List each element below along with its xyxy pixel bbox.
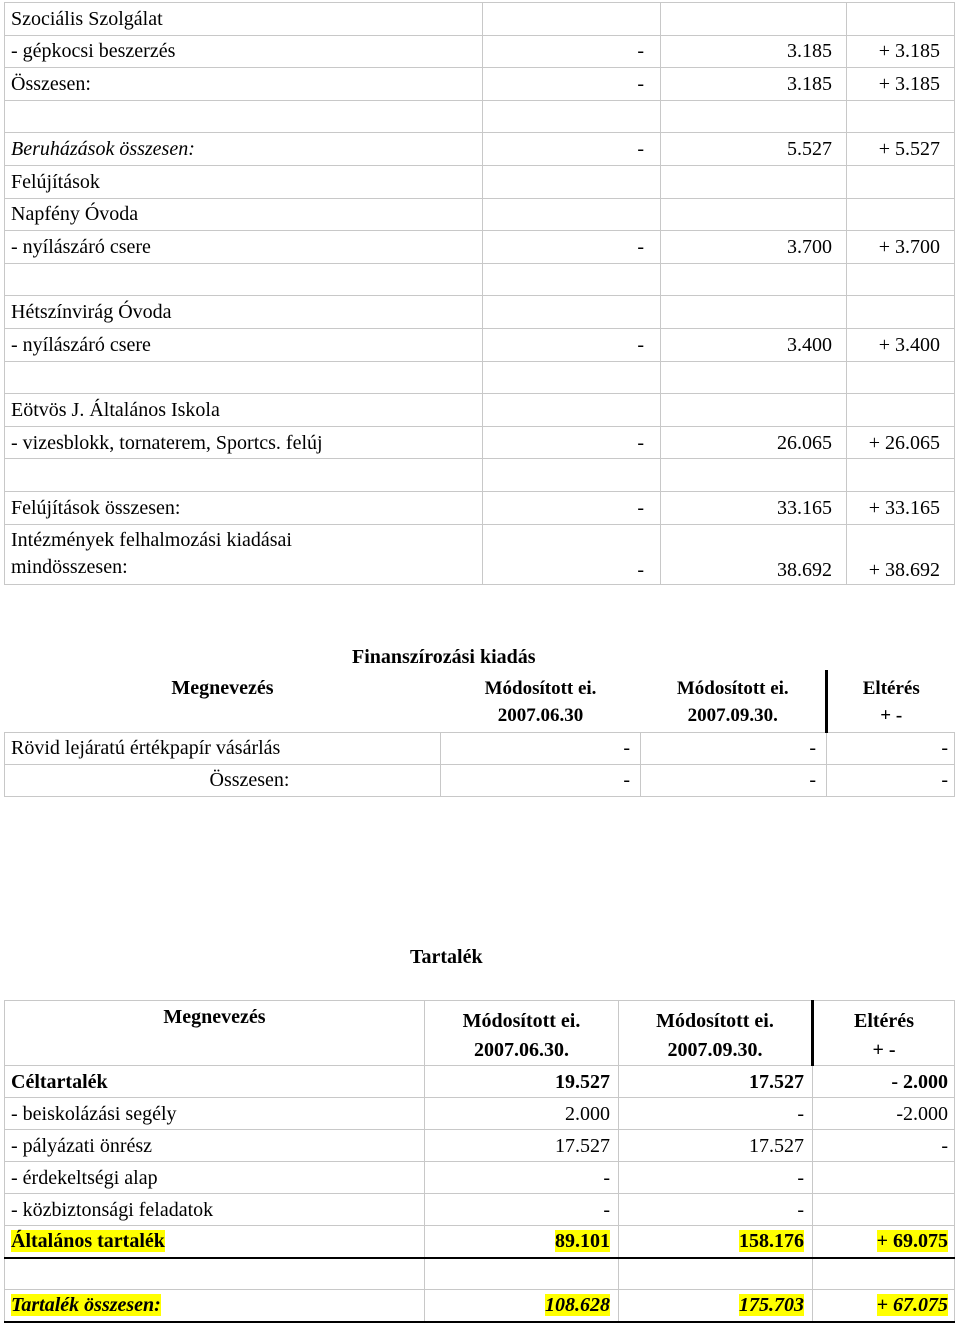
investment-row-dash: [483, 263, 661, 296]
investment-row-diff: [847, 296, 955, 329]
investment-row-value: 3.185: [661, 68, 847, 101]
investment-row-value: [661, 3, 847, 36]
investment-row-diff: [847, 3, 955, 36]
reserve-row-col2: 17.527: [619, 1066, 813, 1098]
reserve-general-row: [5, 1226, 955, 1258]
investment-row: [5, 459, 955, 492]
investment-row-dash: [483, 459, 661, 492]
investment-row: [5, 231, 955, 264]
investment-table-body: [5, 3, 955, 585]
financing-header-col2: Módosított ei. 2007.09.30.: [676, 678, 789, 726]
reserve-spacer-cell: [5, 1258, 425, 1290]
investment-total-value: 38.692: [661, 524, 847, 584]
investment-row-name: - nyílászáró csere: [5, 231, 483, 264]
reserve-row-col1: 19.527: [425, 1066, 619, 1098]
investment-row-name: Eötvös J. Általános Iskola: [5, 394, 483, 427]
reserve-header-col2: Módosított ei. 2007.09.30.: [619, 1001, 813, 1066]
investment-total-label-line2: mindösszesen:: [11, 556, 128, 578]
reserve-section-title: Tartalék: [410, 946, 483, 968]
investment-row-dash: [483, 394, 661, 427]
reserve-total-row-col1-text: 108.628: [545, 1294, 610, 1317]
investment-row-diff: [847, 459, 955, 492]
reserve-row-name: - pályázati önrész: [5, 1130, 425, 1162]
reserve-total-row-col2-text: 175.703: [739, 1294, 804, 1317]
investment-row-name: Napfény Óvoda: [5, 198, 483, 231]
financing-section-title: Finanszírozási kiadás: [352, 646, 536, 668]
investment-row-diff: + 3.185: [847, 35, 955, 68]
investment-row-diff: + 3.700: [847, 231, 955, 264]
investment-row-dash: [483, 296, 661, 329]
reserve-total-row-name: [5, 1290, 425, 1322]
financing-total-name: Összesen:: [5, 764, 441, 796]
financing-row-1-col3: -: [827, 732, 955, 764]
investment-total-label-line1: Intézmények felhalmozási kiadásai: [11, 529, 292, 551]
investment-row-name: Felújítások: [5, 165, 483, 198]
investment-row-diff: [847, 263, 955, 296]
reserve-general-row-col2-text: 158.176: [739, 1230, 804, 1253]
reserve-row-name: - érdekeltségi alap: [5, 1162, 425, 1194]
investment-total-diff: + 38.692: [847, 524, 955, 584]
investment-row-diff: + 33.165: [847, 491, 955, 524]
reserve-row-name: Céltartalék: [5, 1066, 425, 1098]
reserve-total-row: [5, 1290, 955, 1322]
reserve-row-name: - beiskolázási segély: [5, 1098, 425, 1130]
investment-row-value: 26.065: [661, 426, 847, 459]
investment-row: [5, 35, 955, 68]
investment-row-dash: -: [483, 231, 661, 264]
reserve-general-row-col1-text: 89.101: [555, 1230, 610, 1253]
investment-row: [5, 361, 955, 394]
investment-row-dash: -: [483, 35, 661, 68]
reserve-header-name: Megnevezés: [5, 1001, 425, 1066]
investment-row: [5, 198, 955, 231]
reserve-total-row-col3-text: + 67.075: [876, 1294, 948, 1317]
investment-row-dash: [483, 165, 661, 198]
investment-row-value: 33.165: [661, 491, 847, 524]
investment-row-dash: -: [483, 491, 661, 524]
reserve-general-row-col2: [619, 1226, 813, 1258]
investment-row: [5, 328, 955, 361]
investment-row: [5, 100, 955, 133]
investment-row-value: [661, 198, 847, 231]
reserve-row: [5, 1098, 955, 1130]
investment-row-dash: [483, 3, 661, 36]
reserve-row-col3: [813, 1162, 955, 1194]
investment-row: [5, 426, 955, 459]
investment-row-dash: [483, 361, 661, 394]
investment-total-row: [5, 524, 955, 584]
investment-row-name: Szociális Szolgálat: [5, 3, 483, 36]
reserve-row-col1: -: [425, 1162, 619, 1194]
investment-row-diff: + 26.065: [847, 426, 955, 459]
investment-row-value: 5.527: [661, 133, 847, 166]
investment-row-name: Beruházások összesen:: [5, 133, 483, 166]
investment-row: [5, 263, 955, 296]
reserve-general-row-name: [5, 1226, 425, 1258]
investment-row: [5, 68, 955, 101]
financing-row-1-col2: -: [641, 732, 827, 764]
investment-total-dash: -: [483, 524, 661, 584]
financing-row-1-name: Rövid lejáratú értékpapír vásárlás: [5, 732, 441, 764]
investment-row-diff: [847, 198, 955, 231]
reserve-row-col3: [813, 1194, 955, 1226]
reserve-header-col3: Eltérés + -: [813, 1001, 955, 1066]
reserve-row: [5, 1194, 955, 1226]
reserve-header-row: [5, 1001, 955, 1066]
financing-total-col3: -: [827, 764, 955, 796]
investment-row-diff: + 3.400: [847, 328, 955, 361]
investment-row: [5, 3, 955, 36]
investment-row-diff: [847, 100, 955, 133]
reserve-spacer-cell: [619, 1258, 813, 1290]
reserve-row: [5, 1130, 955, 1162]
investment-row-value: [661, 361, 847, 394]
reserve-row: [5, 1066, 955, 1098]
investment-row-name: Felújítások összesen:: [5, 491, 483, 524]
reserve-row-name: - közbiztonsági feladatok: [5, 1194, 425, 1226]
reserve-row-col3: -2.000: [813, 1098, 955, 1130]
investment-row: [5, 296, 955, 329]
investment-row-value: 3.400: [661, 328, 847, 361]
reserve-row-col2: -: [619, 1162, 813, 1194]
reserve-total-row-col2: [619, 1290, 813, 1322]
reserve-row-col3: - 2.000: [813, 1066, 955, 1098]
investment-row-name: Hétszínvirág Óvoda: [5, 296, 483, 329]
reserve-table-body: [5, 1001, 955, 1322]
investment-row-diff: [847, 394, 955, 427]
investment-row-name: - nyílászáró csere: [5, 328, 483, 361]
financing-header-row: [5, 670, 955, 732]
investment-row-name: [5, 263, 483, 296]
investment-row-diff: + 5.527: [847, 133, 955, 166]
reserve-general-row-col3: [813, 1226, 955, 1258]
reserve-row: [5, 1162, 955, 1194]
financing-header-name: Megnevezés: [171, 677, 274, 699]
investment-row: [5, 133, 955, 166]
investment-row-name: [5, 100, 483, 133]
reserve-header-col1: Módosított ei. 2007.06.30.: [425, 1001, 619, 1066]
investment-row-value: 3.700: [661, 231, 847, 264]
financing-header-col1: Módosított ei. 2007.06.30: [484, 678, 597, 726]
financing-table: [4, 670, 955, 797]
reserve-row-col2: -: [619, 1194, 813, 1226]
investment-row-dash: [483, 198, 661, 231]
reserve-total-row-col1: [425, 1290, 619, 1322]
reserve-row-col1: 2.000: [425, 1098, 619, 1130]
investment-row: [5, 491, 955, 524]
investment-row-diff: + 3.185: [847, 68, 955, 101]
investment-row-name: [5, 459, 483, 492]
investment-row-value: [661, 296, 847, 329]
investment-row-diff: [847, 361, 955, 394]
investment-row-value: [661, 394, 847, 427]
reserve-total-row-col3: [813, 1290, 955, 1322]
investment-row: [5, 394, 955, 427]
reserve-general-row-col3-text: + 69.075: [876, 1230, 948, 1253]
investment-row-value: [661, 100, 847, 133]
reserve-row-col2: -: [619, 1098, 813, 1130]
investment-row-value: 3.185: [661, 35, 847, 68]
investment-row-dash: -: [483, 133, 661, 166]
investment-row-value: [661, 165, 847, 198]
financing-total-row: [5, 764, 955, 796]
investment-row-diff: [847, 165, 955, 198]
reserve-row-col1: 17.527: [425, 1130, 619, 1162]
reserve-spacer-cell: [425, 1258, 619, 1290]
investment-row-name: Összesen:: [5, 68, 483, 101]
financing-row-1: [5, 732, 955, 764]
reserve-row-col2: 17.527: [619, 1130, 813, 1162]
investment-row-dash: -: [483, 68, 661, 101]
investment-row-dash: -: [483, 426, 661, 459]
investment-row-dash: [483, 100, 661, 133]
reserve-row-col3: -: [813, 1130, 955, 1162]
reserve-general-row-col1: [425, 1226, 619, 1258]
investment-row-dash: -: [483, 328, 661, 361]
investment-row-name: [5, 361, 483, 394]
reserve-total-row-name-text: Tartalék összesen:: [11, 1294, 161, 1317]
financing-total-col2: -: [641, 764, 827, 796]
investment-total-name: [5, 524, 483, 584]
reserve-row-col1: -: [425, 1194, 619, 1226]
reserve-table: [4, 1000, 955, 1323]
investment-row-name: - gépkocsi beszerzés: [5, 35, 483, 68]
reserve-spacer-row: [5, 1258, 955, 1290]
investment-row-value: [661, 263, 847, 296]
financing-header-col3: Eltérés + -: [827, 670, 955, 732]
financing-total-col1: -: [441, 764, 641, 796]
reserve-general-row-name-text: Általános tartalék: [11, 1230, 165, 1253]
investment-row-name: - vizesblokk, tornaterem, Sportcs. felúj: [5, 426, 483, 459]
investment-row: [5, 165, 955, 198]
investment-table: [4, 2, 955, 585]
financing-row-1-col1: -: [441, 732, 641, 764]
investment-row-value: [661, 459, 847, 492]
reserve-spacer-cell: [813, 1258, 955, 1290]
